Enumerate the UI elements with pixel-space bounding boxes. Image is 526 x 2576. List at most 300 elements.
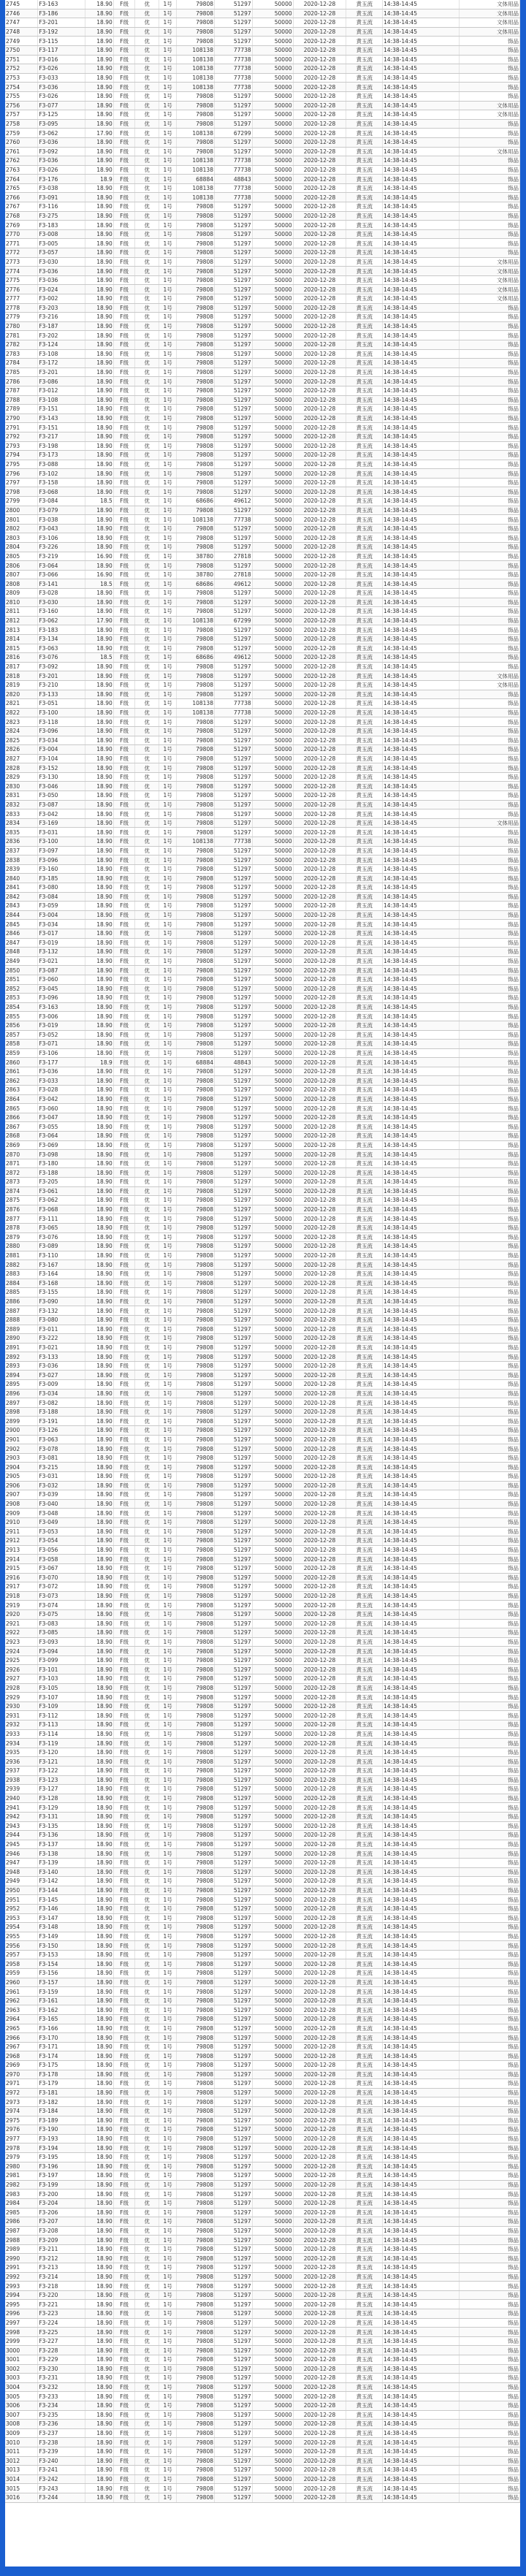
- time-window: 14:38-14:45: [383, 589, 459, 598]
- value-b: 51297: [214, 2282, 252, 2291]
- row-index: 2797: [5, 478, 38, 487]
- value-c: 50000: [252, 1232, 293, 1242]
- value-b: 51297: [214, 1536, 252, 1546]
- grade-class: F级: [113, 386, 135, 395]
- date: 2020-12-28: [293, 1794, 346, 1803]
- value-c: 50000: [252, 1325, 293, 1334]
- quality: 优: [135, 1840, 159, 1849]
- slot: 1号: [159, 1849, 177, 1859]
- row-index: 2995: [5, 2300, 38, 2309]
- slot: 1号: [159, 1048, 177, 1058]
- item-code: F3-231: [38, 2374, 85, 2383]
- value-b: 51297: [214, 395, 252, 405]
- category: 饰品: [459, 1932, 519, 1941]
- item-code: F3-074: [38, 1601, 85, 1610]
- weight: 18.90: [85, 2484, 113, 2493]
- row-index: 2987: [5, 2226, 38, 2236]
- handler: 黄玉流: [346, 1702, 383, 1711]
- date: 2020-12-28: [293, 543, 346, 552]
- category: 饰品: [459, 405, 519, 414]
- value-a: 79808: [177, 1821, 215, 1831]
- date: 2020-12-28: [293, 515, 346, 525]
- grade-class: F级: [113, 1573, 135, 1582]
- time-window: 14:38-14:45: [383, 1729, 459, 1739]
- value-c: 50000: [252, 1536, 293, 1546]
- value-a: 79808: [177, 883, 215, 893]
- time-window: 14:38-14:45: [383, 183, 459, 193]
- value-a: 79808: [177, 367, 215, 377]
- category: 饰品: [459, 2162, 519, 2171]
- handler: 黄玉流: [346, 864, 383, 874]
- value-c: 50000: [252, 303, 293, 313]
- time-window: 14:38-14:45: [383, 1417, 459, 1426]
- handler: 黄玉流: [346, 1499, 383, 1509]
- row-index: 2977: [5, 2134, 38, 2144]
- weight: 18.90: [85, 1748, 113, 1757]
- grade-class: F级: [113, 552, 135, 561]
- value-a: 79808: [177, 864, 215, 874]
- table-row: [5, 193, 520, 202]
- time-window: 14:38-14:45: [383, 975, 459, 984]
- handler: 黄玉流: [346, 1205, 383, 1214]
- value-b: 51297: [214, 239, 252, 248]
- item-code: F3-131: [38, 1812, 85, 1821]
- row-index: 2959: [5, 1969, 38, 1978]
- value-b: 27818: [214, 570, 252, 579]
- grade-class: F级: [113, 202, 135, 212]
- handler: 黄玉流: [346, 828, 383, 837]
- grade-class: F级: [113, 2152, 135, 2162]
- value-b: 51297: [214, 2456, 252, 2466]
- value-c: 50000: [252, 1739, 293, 1748]
- quality: 优: [135, 2070, 159, 2079]
- table-row: [5, 552, 520, 561]
- value-b: 51297: [214, 9, 252, 18]
- table-row: [5, 156, 520, 166]
- weight: 18.90: [85, 2447, 113, 2456]
- value-a: 79808: [177, 2420, 215, 2429]
- quality: 优: [135, 1637, 159, 1647]
- weight: 18.90: [85, 110, 113, 120]
- time-window: 14:38-14:45: [383, 1444, 459, 1454]
- weight: 18.9: [85, 175, 113, 184]
- date: 2020-12-28: [293, 984, 346, 994]
- value-b: 77738: [214, 73, 252, 83]
- value-b: 51297: [214, 367, 252, 377]
- value-a: 79808: [177, 2290, 215, 2300]
- quality: 优: [135, 782, 159, 791]
- quality: 优: [135, 0, 159, 9]
- value-c: 50000: [252, 772, 293, 782]
- category: 饰品: [459, 920, 519, 929]
- category: 饰品: [459, 2374, 519, 2383]
- weight: 18.90: [85, 1472, 113, 1482]
- quality: 优: [135, 2125, 159, 2135]
- weight: 18.90: [85, 313, 113, 322]
- item-code: F3-051: [38, 699, 85, 709]
- handler: 黄玉流: [346, 2070, 383, 2079]
- category: 饰品: [459, 1987, 519, 1997]
- grade-class: F级: [113, 2392, 135, 2401]
- table-row: [5, 2152, 520, 2162]
- category: 饰品: [459, 2420, 519, 2429]
- item-code: F3-117: [38, 45, 85, 55]
- row-index: 2818: [5, 671, 38, 681]
- handler: 黄玉流: [346, 2088, 383, 2097]
- handler: 黄玉流: [346, 1739, 383, 1748]
- value-b: 51297: [214, 1601, 252, 1610]
- grade-class: F级: [113, 285, 135, 294]
- row-index: 2826: [5, 745, 38, 755]
- item-code: F3-062: [38, 1196, 85, 1205]
- date: 2020-12-28: [293, 1371, 346, 1380]
- quality: 优: [135, 717, 159, 727]
- row-index: 3014: [5, 2474, 38, 2484]
- value-c: 50000: [252, 625, 293, 635]
- value-a: 79808: [177, 1601, 215, 1610]
- grade-class: F级: [113, 948, 135, 957]
- value-c: 50000: [252, 1279, 293, 1288]
- value-c: 50000: [252, 1886, 293, 1895]
- date: 2020-12-28: [293, 2272, 346, 2282]
- handler: 黄玉流: [346, 386, 383, 395]
- grade-class: F级: [113, 303, 135, 313]
- table-row: [5, 2208, 520, 2217]
- item-code: F3-198: [38, 441, 85, 451]
- weight: 18.90: [85, 2171, 113, 2181]
- item-code: F3-124: [38, 340, 85, 349]
- handler: 黄玉流: [346, 1840, 383, 1849]
- category: 文体用品: [459, 27, 519, 37]
- handler: 黄玉流: [346, 83, 383, 92]
- category: 饰品: [459, 1886, 519, 1895]
- time-window: 14:38-14:45: [383, 1904, 459, 1913]
- value-b: 51297: [214, 1186, 252, 1196]
- category: 文体用品: [459, 818, 519, 828]
- value-b: 51297: [214, 1481, 252, 1490]
- item-code: F3-004: [38, 745, 85, 755]
- weight: 18.90: [85, 183, 113, 193]
- value-a: 79808: [177, 2051, 215, 2061]
- value-b: 51297: [214, 2447, 252, 2456]
- table-row: [5, 2272, 520, 2282]
- handler: 黄玉流: [346, 2309, 383, 2319]
- quality: 优: [135, 1509, 159, 1518]
- time-window: 14:38-14:45: [383, 18, 459, 28]
- slot: 1号: [159, 405, 177, 414]
- table-row: [5, 129, 520, 138]
- quality: 优: [135, 239, 159, 248]
- weight: 18.90: [85, 1619, 113, 1628]
- weight: 18.90: [85, 772, 113, 782]
- category: 饰品: [459, 2328, 519, 2337]
- item-code: F3-107: [38, 1693, 85, 1702]
- table-row: [5, 782, 520, 791]
- date: 2020-12-28: [293, 1463, 346, 1472]
- row-index: 2855: [5, 1012, 38, 1021]
- table-row: [5, 2198, 520, 2208]
- item-code: F3-026: [38, 64, 85, 74]
- row-index: 2985: [5, 2208, 38, 2217]
- quality: 优: [135, 524, 159, 533]
- row-index: 2888: [5, 1315, 38, 1325]
- category: 饰品: [459, 690, 519, 699]
- slot: 1号: [159, 1260, 177, 1270]
- category: 饰品: [459, 846, 519, 856]
- category: 饰品: [459, 2226, 519, 2236]
- grade-class: F级: [113, 239, 135, 248]
- item-code: F3-026: [38, 91, 85, 101]
- value-a: 79808: [177, 2300, 215, 2309]
- grade-class: F级: [113, 2309, 135, 2319]
- value-b: 51297: [214, 1978, 252, 1987]
- value-c: 50000: [252, 589, 293, 598]
- row-index: 2816: [5, 653, 38, 663]
- grade-class: F级: [113, 1655, 135, 1665]
- handler: 黄玉流: [346, 367, 383, 377]
- handler: 黄玉流: [346, 2244, 383, 2254]
- value-a: 79808: [177, 1499, 215, 1509]
- weight: 18.90: [85, 1030, 113, 1040]
- item-code: F3-212: [38, 2254, 85, 2263]
- slot: 1号: [159, 910, 177, 920]
- date: 2020-12-28: [293, 589, 346, 598]
- grade-class: F级: [113, 2244, 135, 2254]
- slot: 1号: [159, 2456, 177, 2466]
- value-c: 50000: [252, 9, 293, 18]
- item-code: F3-201: [38, 18, 85, 28]
- row-index: 2782: [5, 340, 38, 349]
- value-c: 50000: [252, 1932, 293, 1941]
- table-row: [5, 1628, 520, 1638]
- item-code: F3-068: [38, 1205, 85, 1214]
- item-code: F3-118: [38, 717, 85, 727]
- item-code: F3-163: [38, 0, 85, 9]
- item-code: F3-185: [38, 874, 85, 883]
- grade-class: F级: [113, 1582, 135, 1592]
- time-window: 14:38-14:45: [383, 1398, 459, 1408]
- date: 2020-12-28: [293, 1831, 346, 1840]
- quality: 优: [135, 1591, 159, 1601]
- time-window: 14:38-14:45: [383, 1831, 459, 1840]
- category: 文体用品: [459, 294, 519, 304]
- time-window: 14:38-14:45: [383, 451, 459, 460]
- row-index: 2785: [5, 367, 38, 377]
- item-code: F3-043: [38, 524, 85, 533]
- slot: 1号: [159, 956, 177, 966]
- slot: 1号: [159, 1472, 177, 1482]
- row-index: 2939: [5, 1785, 38, 1794]
- date: 2020-12-28: [293, 2042, 346, 2051]
- time-window: 14:38-14:45: [383, 561, 459, 571]
- weight: 18.90: [85, 386, 113, 395]
- slot: 1号: [159, 313, 177, 322]
- value-c: 50000: [252, 1380, 293, 1390]
- slot: 1号: [159, 1435, 177, 1444]
- value-c: 50000: [252, 377, 293, 386]
- item-code: F3-108: [38, 349, 85, 359]
- value-a: 79808: [177, 2152, 215, 2162]
- grade-class: F级: [113, 1242, 135, 1251]
- category: 饰品: [459, 1785, 519, 1794]
- grade-class: F级: [113, 1288, 135, 1297]
- item-code: F3-136: [38, 1831, 85, 1840]
- table-row: [5, 451, 520, 460]
- value-c: 50000: [252, 856, 293, 865]
- slot: 1号: [159, 147, 177, 156]
- table-row: [5, 147, 520, 156]
- weight: 18.90: [85, 1086, 113, 1095]
- item-code: F3-030: [38, 257, 85, 267]
- slot: 1号: [159, 2300, 177, 2309]
- value-c: 50000: [252, 331, 293, 340]
- weight: 18.90: [85, 533, 113, 543]
- value-a: 79808: [177, 2198, 215, 2208]
- value-a: 79808: [177, 2318, 215, 2328]
- handler: 黄玉流: [346, 1959, 383, 1969]
- weight: 18.90: [85, 2152, 113, 2162]
- category: 饰品: [459, 754, 519, 763]
- time-window: 14:38-14:45: [383, 202, 459, 212]
- value-a: 79808: [177, 0, 215, 9]
- category: 饰品: [459, 1002, 519, 1012]
- date: 2020-12-28: [293, 0, 346, 9]
- quality: 优: [135, 1104, 159, 1113]
- value-b: 51297: [214, 2272, 252, 2282]
- table-row: [5, 2061, 520, 2070]
- handler: 黄玉流: [346, 1242, 383, 1251]
- slot: 1号: [159, 1490, 177, 1500]
- time-window: 14:38-14:45: [383, 1536, 459, 1546]
- grade-class: F级: [113, 1104, 135, 1113]
- value-b: 51297: [214, 1959, 252, 1969]
- value-b: 51297: [214, 2364, 252, 2374]
- handler: 黄玉流: [346, 1444, 383, 1454]
- table-row: [5, 1941, 520, 1951]
- table-row: [5, 1711, 520, 1720]
- value-c: 50000: [252, 874, 293, 883]
- category: 饰品: [459, 2382, 519, 2392]
- value-a: 79808: [177, 1803, 215, 1813]
- table-row: [5, 1306, 520, 1316]
- weight: 18.90: [85, 1785, 113, 1794]
- value-a: 79808: [177, 1132, 215, 1141]
- item-code: F3-186: [38, 9, 85, 18]
- slot: 1号: [159, 2401, 177, 2410]
- grade-class: F级: [113, 1205, 135, 1214]
- table-row: [5, 570, 520, 579]
- grade-class: F级: [113, 1601, 135, 1610]
- value-a: 79808: [177, 1343, 215, 1352]
- value-b: 51297: [214, 589, 252, 598]
- value-b: 51297: [214, 1380, 252, 1390]
- value-a: 79808: [177, 1279, 215, 1288]
- date: 2020-12-28: [293, 1812, 346, 1821]
- date: 2020-12-28: [293, 1767, 346, 1776]
- value-b: 49612: [214, 579, 252, 589]
- value-b: 51297: [214, 1803, 252, 1813]
- category: 饰品: [459, 1499, 519, 1509]
- row-index: 3013: [5, 2466, 38, 2475]
- value-a: 79808: [177, 1288, 215, 1297]
- slot: 1号: [159, 1867, 177, 1877]
- weight: 18.90: [85, 883, 113, 893]
- value-a: 79808: [177, 1002, 215, 1012]
- row-index: 2779: [5, 313, 38, 322]
- grade-class: F级: [113, 101, 135, 110]
- grade-class: F级: [113, 1325, 135, 1334]
- category: 饰品: [459, 948, 519, 957]
- slot: 1号: [159, 1086, 177, 1095]
- slot: 1号: [159, 2144, 177, 2153]
- item-code: F3-143: [38, 414, 85, 423]
- value-a: 79808: [177, 1389, 215, 1398]
- slot: 1号: [159, 267, 177, 276]
- weight: 18.90: [85, 2070, 113, 2079]
- category: 饰品: [459, 2392, 519, 2401]
- time-window: 14:38-14:45: [383, 2217, 459, 2227]
- value-a: 79808: [177, 2190, 215, 2199]
- category: 饰品: [459, 1444, 519, 1454]
- row-index: 2774: [5, 267, 38, 276]
- row-index: 2834: [5, 818, 38, 828]
- date: 2020-12-28: [293, 18, 346, 28]
- table-row: [5, 1122, 520, 1132]
- weight: 18.90: [85, 662, 113, 671]
- value-c: 50000: [252, 1637, 293, 1647]
- value-b: 51297: [214, 2300, 252, 2309]
- value-a: 79808: [177, 2005, 215, 2015]
- quality: 优: [135, 2290, 159, 2300]
- table-row: [5, 533, 520, 543]
- date: 2020-12-28: [293, 653, 346, 663]
- time-window: 14:38-14:45: [383, 1186, 459, 1196]
- row-index: 2872: [5, 1168, 38, 1178]
- row-index: 3004: [5, 2382, 38, 2392]
- category: 饰品: [459, 726, 519, 736]
- item-code: F3-016: [38, 55, 85, 64]
- table-row: [5, 83, 520, 92]
- grade-class: F级: [113, 2097, 135, 2107]
- value-c: 50000: [252, 2282, 293, 2291]
- table-row: [5, 1867, 520, 1877]
- value-a: 108138: [177, 708, 215, 717]
- handler: 黄玉流: [346, 2456, 383, 2466]
- weight: 18.90: [85, 285, 113, 294]
- row-index: 2801: [5, 515, 38, 525]
- item-code: F3-019: [38, 938, 85, 948]
- quality: 优: [135, 1609, 159, 1619]
- value-c: 50000: [252, 1582, 293, 1592]
- slot: 1号: [159, 1113, 177, 1122]
- row-index: 2849: [5, 956, 38, 966]
- handler: 黄玉流: [346, 1463, 383, 1472]
- table-row: [5, 1665, 520, 1674]
- table-row: [5, 543, 520, 552]
- weight: 18.90: [85, 966, 113, 975]
- value-a: 79808: [177, 1775, 215, 1785]
- slot: 1号: [159, 699, 177, 709]
- row-index: 2749: [5, 37, 38, 46]
- time-window: 14:38-14:45: [383, 1573, 459, 1582]
- item-code: F3-121: [38, 1757, 85, 1767]
- table-row: [5, 1159, 520, 1168]
- time-window: 14:38-14:45: [383, 1021, 459, 1030]
- category: 饰品: [459, 662, 519, 671]
- item-code: F3-021: [38, 1343, 85, 1352]
- weight: 18.90: [85, 1563, 113, 1573]
- handler: 黄玉流: [346, 2152, 383, 2162]
